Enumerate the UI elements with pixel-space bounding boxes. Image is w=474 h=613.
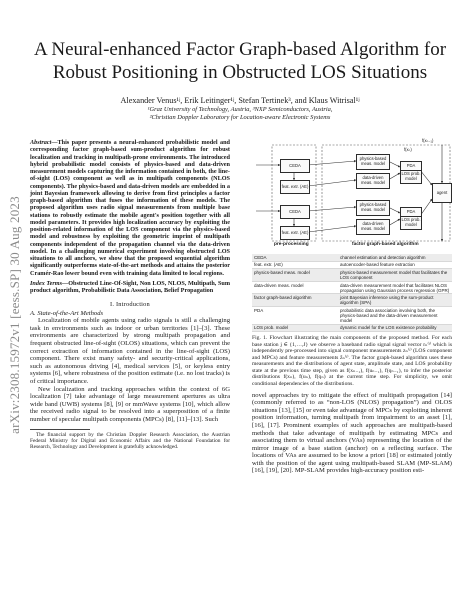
footnote-rule — [30, 429, 90, 430]
agent-box: agent — [432, 183, 452, 203]
output-belief-label: f(xₙ) — [404, 147, 412, 152]
legend-definition: joint Bayesian inference using the sum-product algorithm (SPA) — [338, 294, 452, 307]
abstract-lead: Abstract — [30, 139, 52, 146]
legend-row — [252, 281, 452, 294]
affiliations — [30, 106, 450, 122]
legend-row — [252, 306, 452, 324]
legend-row — [252, 269, 452, 282]
algorithm-label: factor graph-based algorithm — [352, 242, 419, 247]
arxiv-stamp — [4, 150, 26, 480]
section-heading: I. Introduction — [110, 301, 150, 309]
legend-row — [252, 254, 452, 261]
los-prob-model-box: LOS prob. model — [400, 170, 422, 184]
legend-term: factor graph-based algorithm — [252, 294, 338, 307]
author-list: Alexander Venus¹ʲ, Erik Leitinger¹ʲ, Stefan Tertinek³, and Klaus Witrisal¹ʲ — [120, 96, 360, 105]
feature-extraction-box: feat. extr. (AE) — [280, 226, 310, 240]
legend-term: data-driven meas. model — [252, 281, 338, 294]
legend-definition: channel estimation and detection algorithm — [338, 254, 452, 261]
data-driven-model-box: data-driven meas. model — [356, 173, 390, 189]
legend-definition: probabilistic data association involving both, the physics-based and the data-driven measurement model — [338, 306, 452, 324]
legend-row — [252, 261, 452, 269]
legend-term: feat. extr. (AE) — [252, 261, 338, 269]
left-column — [30, 139, 230, 451]
footnote: The financial support by the Christian Doppler Research Association, the Austrian Federal Ministry for Digital and Economic Affairs and the National Foundation for Research, Technology and Development is gratefully acknowledged. — [30, 431, 230, 451]
legend-definition: data-driven measurement model that facilitates NLOS propagation using Gaussian process regression (GPR) — [338, 281, 452, 294]
physics-model-box: physics-based meas. model — [356, 200, 390, 216]
legend-term: physics-based meas. model — [252, 269, 338, 282]
index-terms-lead: Index Terms — [30, 279, 63, 287]
paper-title: A Neural-enhanced Factor Graph-based Algorithm for Robust Positioning in Obstructed LOS Situations — [33, 39, 447, 83]
index-terms — [30, 280, 230, 295]
input-belief-label: f(xₙ₋₁) — [422, 138, 434, 143]
data-driven-model-box: data-driven meas. model — [356, 219, 390, 235]
legend-row — [252, 324, 452, 332]
pda-box: PDA — [400, 161, 422, 171]
legend-definition: dynamic model for the LOS existence probability — [338, 324, 452, 332]
ceda-box: CEDA — [280, 159, 310, 173]
right-column — [252, 139, 452, 475]
subsection-heading: A. State-of-the-Art Methods — [30, 310, 104, 318]
legend-term: LOS prob. model — [252, 324, 338, 332]
physics-model-box: physics-based meas. model — [356, 154, 390, 170]
body-paragraph: New localization and tracking approaches within the context of 6G localization [7] take advantage of large measurement apertures as ultra wide band (UWB) systems [8], [9] or mmWave systems [10], which allow the received radio signal to be resolved into a superposition of a finite number of specular multipath components (MPCs) [8], [11]–[13]. Such — [30, 385, 230, 423]
figure-legend-table — [252, 254, 452, 332]
figure-caption: Fig. 1. Flowchart illustrating the main components of the proposed method. For each base station j ∈ {1,…,J} we observe a baseband radio signal signal vector rₙ⁽ʲ⁾ which is independently pre-processed into signal component measurements zₙ⁽ʲ⁾ (LOS component and MPCs) and feature measurements z̃ₙ⁽ʲ⁾. The factor graph-based algorithm uses these measurements and the distributions of agent state, amplitude state, and LOS probability state at the previous time step, given as f(xₙ₋₁), f(uₙ₋₁), f(qₙ₋₁), to infer the posterior distributions f(xₙ), f(uₙ), f(qₙ) at the current time step. For simplicity, we omit conditional dependencies of the distributions. — [252, 335, 452, 387]
legend-row — [252, 294, 452, 307]
body-paragraph: Localization of mobile agents using radio signals is still a challenging task in environments such as indoor or urban territories [1]–[3]. These environments are characterized by strong multipath propagation and frequent obstructed line-of-sight (OLOS) situations, which can prevent the correct extraction of information contained in the line-of-sight (LOS) component. There exist many safety- and security-critical applications, such as autonomous driving [4], medical services [5], or keyless entry systems [6], where robustness of the position estimate (i.e. no lost tracks) is of critical importance. — [30, 317, 230, 385]
feature-extraction-box: feat. extr. (AE) — [280, 180, 310, 194]
ceda-box: CEDA — [280, 205, 310, 219]
abstract-text: —This paper presents a neural-enhanced probabilistic model and corresponding factor graph-based sum-product algorithm for robust localization and tracking in multipath-prone environments. The introduced hybrid probabilistic model consists of physics-based and data-driven measurement models capturing the information contained in both, the line-of-sight (LOS) component as well as in multipath components (NLOS components). The physics-based and data-driven models are embedded in a joint Bayesian framework allowing to derive from first principles a factor graph-based algorithm that fuses the information of these models. The proposed algorithm uses radio signal measurements from multiple base stations to robustly estimate the mobile agent's position together with all model parameters. It provides high localization accuracy by exploiting the position-related information of the LOS component via the physics-based model and robustness by exploiting the geometric imprint of multipath components independent of the propagation channel via the data-driven model. In a challenging numerical experiment involving obstructed LOS situations to all anchors, we show that the proposed sequential algorithm significantly outperforms state-of-the-art methods and attains the posterior Cramér-Rao lower bound even with training data limited to local regions. — [30, 139, 230, 277]
los-prob-model-box: LOS prob. model — [400, 216, 422, 230]
index-terms-text: —Obstructed Line-Of-Sight, Non LOS, NLOS, Multipath, Sum product algorithm, Probabilistic Data Association, Belief Propagation — [30, 279, 230, 294]
abstract — [30, 139, 230, 277]
legend-term: CEDA — [252, 254, 338, 261]
affiliation-line: ²Christian Doppler Laboratory for Location-aware Electronic Systems — [149, 113, 331, 121]
pda-box: PDA — [400, 207, 422, 217]
preprocessing-label: pre-processing — [274, 242, 309, 247]
arxiv-stamp-text: arXiv:2308.15972v1 [eess.SP] 30 Aug 2023 — [7, 196, 22, 434]
affiliation-line: ¹Graz University of Technology, Austria, ³NXP Semiconductors, Austria, — [147, 106, 333, 113]
legend-definition: autoencoder-based feature extraction — [338, 261, 452, 269]
flowchart-figure — [252, 139, 452, 252]
legend-body — [252, 254, 452, 332]
body-paragraph: novel approaches try to mitigate the effect of multipath propagation [14] (commonly referred to as “non-LOS (NLOS) propagation”) and OLOS situations [13], [15] or even take advantage of MPCs by exploiting inherent position information, turning multipath from impairment to an asset [1], [16], [17]. Prominent examples of such approaches are multipath-based methods that take advantage of multipath by estimating MPCs and associating them to virtual anchors (VAs) representing the location of the mirror image of a base station (anchor) on a reflecting surface. The locations of VAs are assumed to be know a priori [18] or estimated jointly with the position of the agent using multipath-based SLAM (MP-SLAM) [16], [19], [20]. MP-SLAM provides high-accuracy position esti- — [252, 391, 452, 475]
legend-term: PDA — [252, 306, 338, 324]
legend-definition: physics-based measurement model that facilitates the LOS component — [338, 269, 452, 282]
